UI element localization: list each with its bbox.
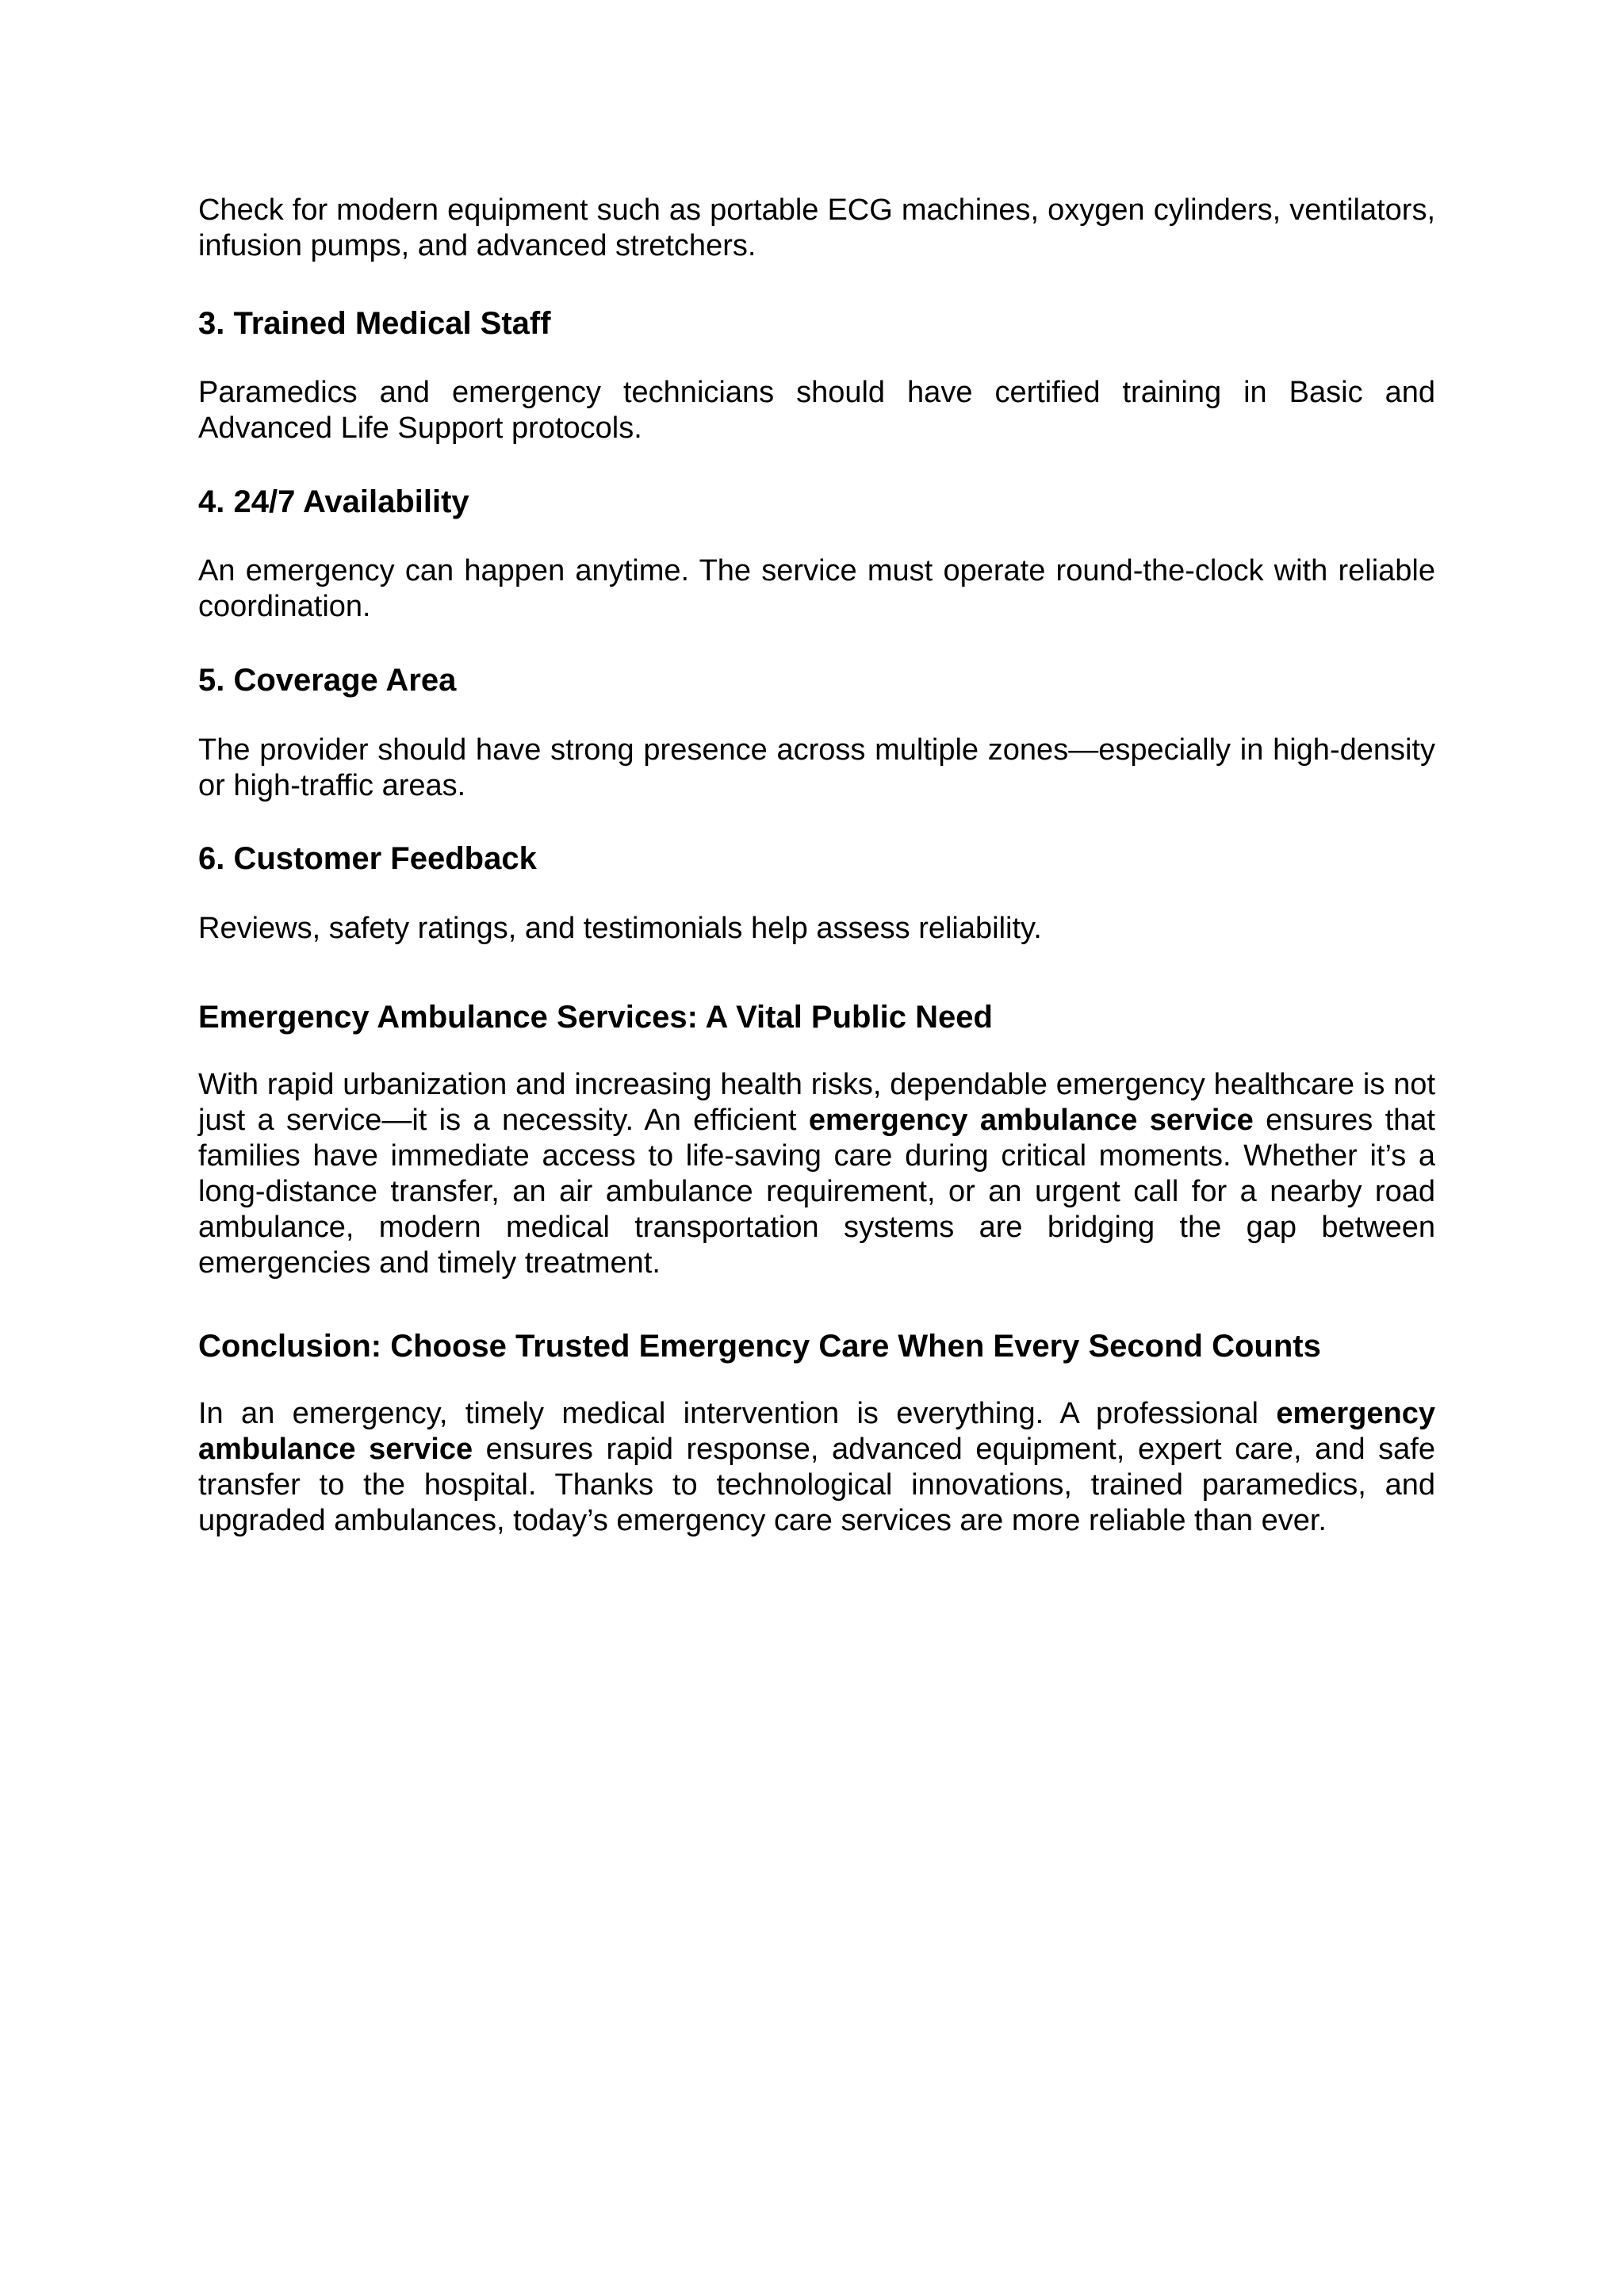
equipment-paragraph: Check for modern equipment such as portable ECG machines, oxygen cylinders, ventilators, infusion pumps, and advanced stretchers. [198, 193, 1435, 262]
document-page [198, 193, 1435, 1537]
heading-coverage-area: 5. Coverage Area [198, 663, 457, 698]
public-need-text-before: With rapid urbanization and increasing health risks, dependable emergency healthcare is not just a service—it is a necessity. An efficient [198, 1068, 1435, 1137]
heading-availability: 4. 24/7 Availability [198, 484, 469, 519]
paragraph-conclusion [198, 1396, 1435, 1539]
heading-public-need: Emergency Ambulance Services: A Vital Public Need [198, 1000, 993, 1035]
heading-conclusion: Conclusion: Choose Trusted Emergency Care When Every Second Counts [198, 1329, 1321, 1364]
public-need-text-after: ensures that families have immediate access to life-saving care during critical moments. Whether it’s a long-distance transfer, an air ambulance requirement, or an urgent call for a nearby road ambulance, modern medical transportation systems are bridging the gap between emergencies and timely treatment. [198, 1104, 1435, 1280]
paragraph-public-need [198, 1067, 1435, 1281]
conclusion-text-before: In an emergency, timely medical intervention is everything. A professional [198, 1397, 1277, 1430]
heading-customer-feedback: 6. Customer Feedback [198, 841, 537, 876]
paragraph-customer-feedback: Reviews, safety ratings, and testimonials help assess reliability. [198, 912, 1042, 945]
paragraph-availability: An emergency can happen anytime. The service must operate round-the-clock with reliable coordination. [198, 554, 1435, 623]
paragraph-coverage-area: The provider should have strong presence across multiple zones—especially in high-density or high-traffic areas. [198, 733, 1435, 802]
conclusion-bold-phrase: emergency ambulance service [198, 1397, 1435, 1466]
public-need-bold-phrase: emergency ambulance service [808, 1104, 1254, 1137]
heading-trained-medical-staff: 3. Trained Medical Staff [198, 306, 551, 341]
paragraph-trained-medical-staff: Paramedics and emergency technicians should have certified training in Basic and Advanced Life Support protocols. [198, 376, 1435, 445]
conclusion-text-after: ensures rapid response, advanced equipment, expert care, and safe transfer to the hospital. Thanks to technological innovations, trained paramedics, and upgraded ambulances, today’s emergency care services are more reliable than ever. [198, 1433, 1435, 1537]
